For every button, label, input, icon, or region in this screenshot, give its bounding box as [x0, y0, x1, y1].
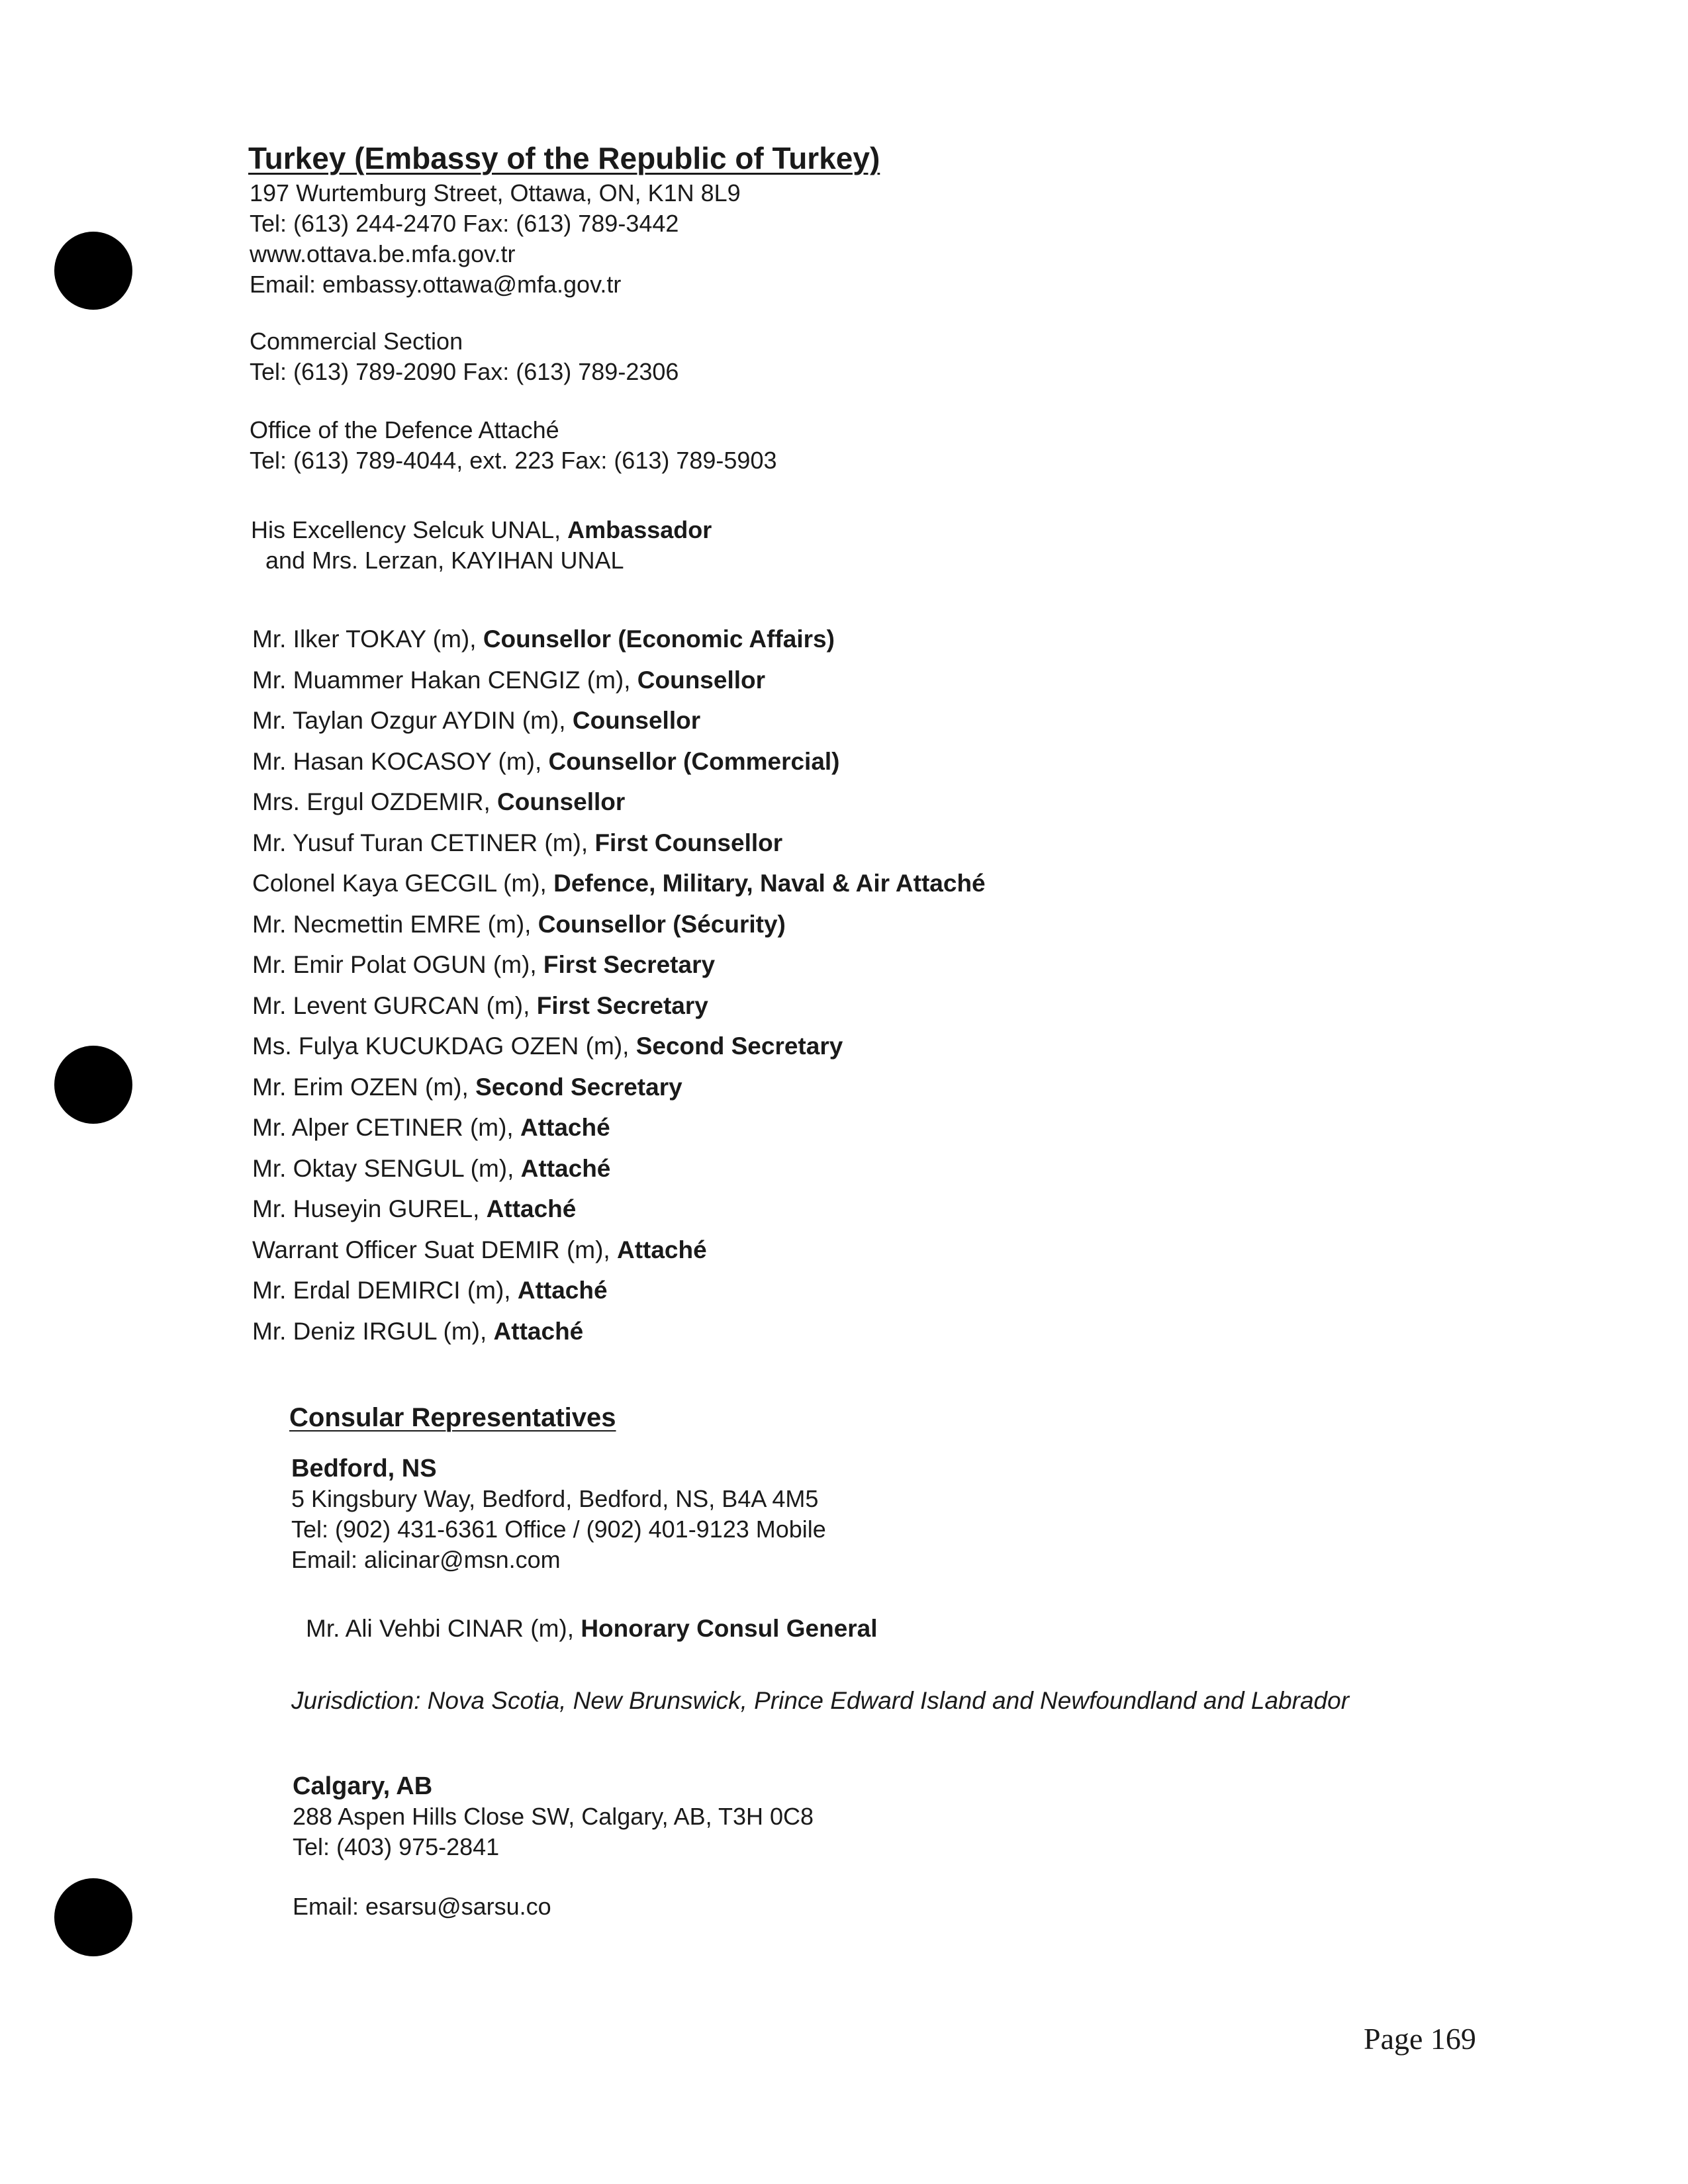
staff-name: Mr. Erim OZEN (m),	[252, 1073, 476, 1101]
staff-row	[252, 1230, 986, 1271]
staff-row	[252, 1311, 986, 1352]
staff-role: Attaché	[486, 1195, 577, 1222]
staff-role: Attaché	[520, 1114, 610, 1141]
staff-role: Second Secretary	[475, 1073, 682, 1101]
staff-role: First Secretary	[536, 991, 708, 1019]
staff-name: Mr. Yusuf Turan CETINER (m),	[252, 829, 595, 856]
commercial-section-phone: Tel: (613) 789-2090 Fax: (613) 789-2306	[250, 358, 679, 385]
staff-name: Colonel Kaya GECGIL (m),	[252, 870, 554, 897]
calgary-phone: Tel: (403) 975-2841	[293, 1833, 500, 1860]
embassy-title: Turkey (Embassy of the Republic of Turkey)	[248, 141, 880, 175]
calgary-block	[293, 1771, 814, 1862]
calgary-address: 288 Aspen Hills Close SW, Calgary, AB, T3H 0C8	[293, 1803, 814, 1830]
staff-row	[252, 1107, 986, 1148]
bedford-city: Bedford, NS	[291, 1455, 437, 1482]
staff-role: First Counsellor	[594, 829, 783, 856]
staff-row	[252, 619, 986, 660]
staff-row	[252, 944, 986, 985]
staff-list	[252, 619, 986, 1351]
staff-row	[252, 660, 986, 701]
punch-hole-middle	[54, 1046, 132, 1124]
bedford-consul-name: Mr. Ali Vehbi CINAR (m),	[306, 1615, 581, 1642]
punch-hole-bottom	[54, 1878, 132, 1956]
staff-name: Warrant Officer Suat DEMIR (m),	[252, 1236, 617, 1263]
ambassador-title: Ambassador	[567, 516, 712, 543]
bedford-address: 5 Kingsbury Way, Bedford, Bedford, NS, B4A 4M5	[291, 1485, 819, 1512]
consular-heading: Consular Representatives	[289, 1403, 616, 1432]
staff-row	[252, 741, 986, 782]
ambassador-line	[251, 515, 712, 545]
staff-name: Mrs. Ergul OZDEMIR,	[252, 788, 498, 815]
staff-row	[252, 904, 986, 945]
staff-role: Counsellor (Economic Affairs)	[483, 625, 835, 653]
embassy-website: www.ottava.be.mfa.gov.tr	[250, 240, 516, 267]
staff-name: Mr. Levent GURCAN (m),	[252, 991, 537, 1019]
embassy-contact-block	[250, 178, 741, 300]
staff-row	[252, 1067, 986, 1108]
staff-row	[252, 1026, 986, 1067]
staff-name: Mr. Emir Polat OGUN (m),	[252, 951, 543, 978]
punch-hole-top	[54, 232, 132, 310]
staff-name: Mr. Ilker TOKAY (m),	[252, 625, 483, 653]
bedford-jurisdiction: Jurisdiction: Nova Scotia, New Brunswick, Prince Edward Island and Newfoundland and Labrador	[291, 1687, 1350, 1714]
defence-attache-label: Office of the Defence Attaché	[250, 416, 559, 443]
staff-row	[252, 1189, 986, 1230]
bedford-phone: Tel: (902) 431-6361 Office / (902) 401-9123 Mobile	[291, 1516, 826, 1543]
ambassador-block	[251, 515, 712, 576]
staff-name: Mr. Muammer Hakan CENGIZ (m),	[252, 666, 637, 694]
bedford-consul-line	[306, 1615, 878, 1643]
embassy-email: Email: embassy.ottawa@mfa.gov.tr	[250, 271, 622, 298]
bedford-email: Email: alicinar@msn.com	[291, 1546, 561, 1573]
staff-role: First Secretary	[543, 951, 716, 978]
staff-role: Attaché	[616, 1236, 707, 1263]
staff-row	[252, 700, 986, 741]
staff-name: Mr. Huseyin GUREL,	[252, 1195, 487, 1222]
bedford-consul-title: Honorary Consul General	[581, 1615, 878, 1642]
commercial-section-block	[250, 326, 679, 387]
staff-name: Mr. Oktay SENGUL (m),	[252, 1154, 521, 1182]
staff-role: Counsellor	[497, 788, 626, 815]
ambassador-name: His Excellency Selcuk UNAL,	[251, 516, 568, 543]
staff-name: Mr. Erdal DEMIRCI (m),	[252, 1277, 518, 1304]
staff-role: Counsellor (Commercial)	[548, 747, 840, 775]
staff-role: Counsellor	[637, 666, 766, 694]
defence-attache-phone: Tel: (613) 789-4044, ext. 223 Fax: (613) 789-5903	[250, 447, 777, 474]
staff-name: Mr. Alper CETINER (m),	[252, 1114, 520, 1141]
ambassador-spouse: and Mrs. Lerzan, KAYIHAN UNAL	[265, 547, 624, 574]
page-number: Page 169	[1364, 2022, 1476, 2056]
commercial-section-label: Commercial Section	[250, 328, 463, 355]
staff-name: Mr. Deniz IRGUL (m),	[252, 1317, 494, 1345]
staff-row	[252, 782, 986, 823]
staff-row	[252, 863, 986, 904]
staff-role: Second Secretary	[635, 1032, 843, 1060]
embassy-phone-fax: Tel: (613) 244-2470 Fax: (613) 789-3442	[250, 210, 679, 237]
embassy-address: 197 Wurtemburg Street, Ottawa, ON, K1N 8L9	[250, 179, 741, 206]
staff-name: Mr. Taylan Ozgur AYDIN (m),	[252, 707, 573, 734]
staff-role: Counsellor	[572, 707, 701, 734]
defence-attache-block	[250, 415, 777, 476]
staff-role: Attaché	[520, 1154, 611, 1182]
bedford-block	[291, 1453, 826, 1575]
staff-role: Attaché	[493, 1317, 584, 1345]
calgary-city: Calgary, AB	[293, 1772, 433, 1800]
staff-role: Attaché	[517, 1277, 608, 1304]
staff-row	[252, 985, 986, 1026]
staff-role: Defence, Military, Naval & Air Attaché	[553, 870, 986, 897]
calgary-email: Email: esarsu@sarsu.co	[293, 1893, 551, 1920]
staff-role: Counsellor (Sécurity)	[538, 910, 786, 938]
staff-name: Ms. Fulya KUCUKDAG OZEN (m),	[252, 1032, 636, 1060]
staff-name: Mr. Necmettin EMRE (m),	[252, 910, 538, 938]
staff-name: Mr. Hasan KOCASOY (m),	[252, 747, 549, 775]
staff-row	[252, 1270, 986, 1311]
staff-row	[252, 1148, 986, 1189]
staff-row	[252, 823, 986, 864]
